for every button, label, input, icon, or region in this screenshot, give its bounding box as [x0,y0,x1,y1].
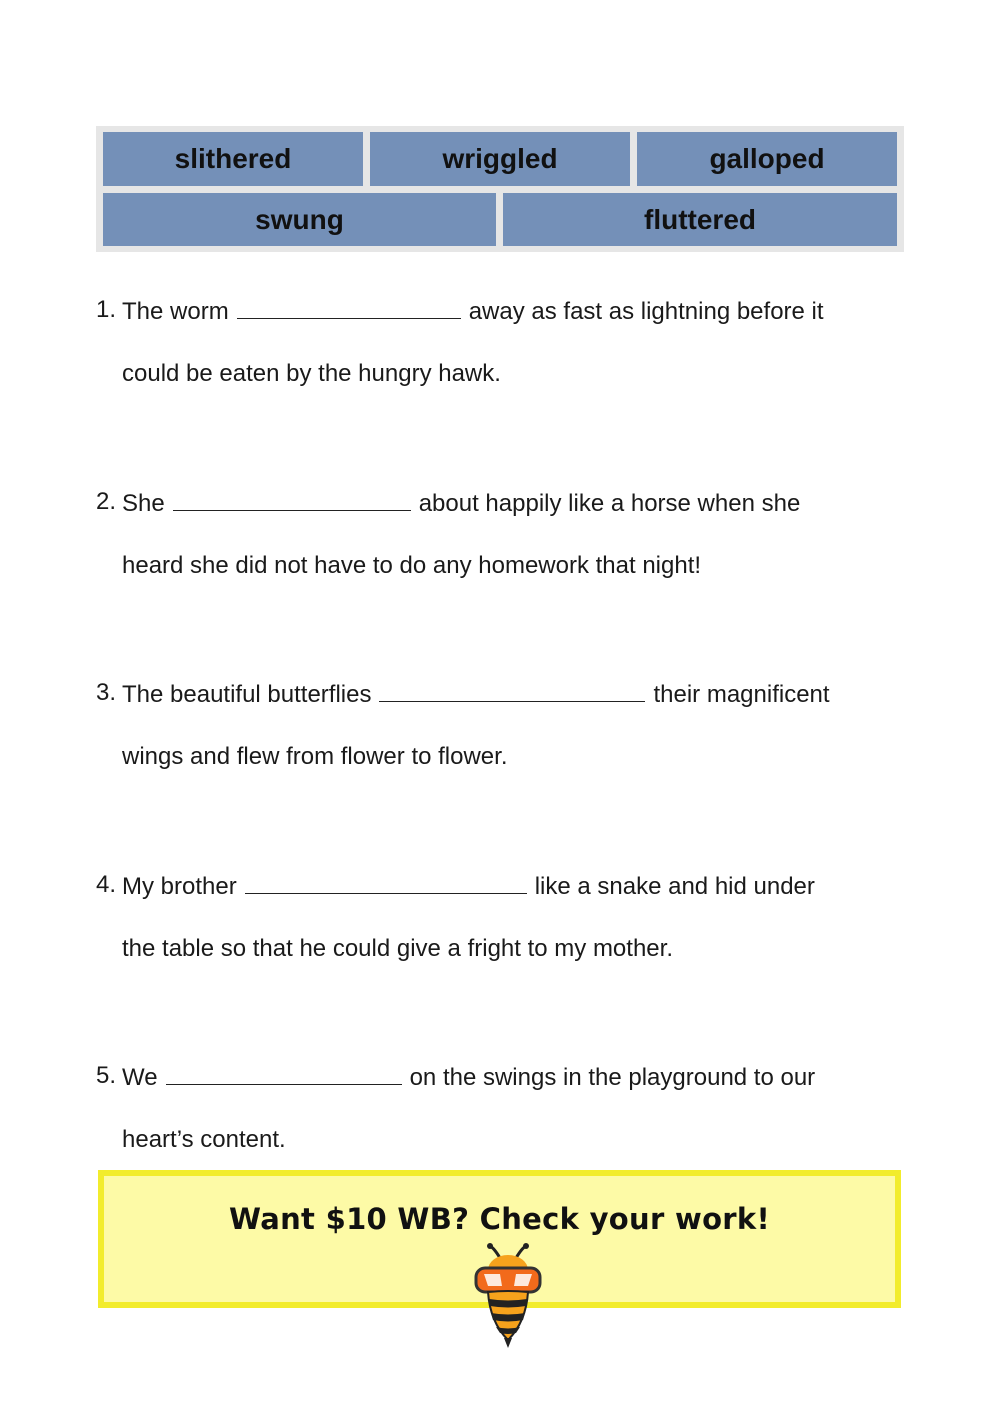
answer-blank-1[interactable] [237,298,461,319]
question-line-2: the table so that he could give a fright to my mother. [122,935,673,962]
question-line-1 [122,873,815,899]
question-number: 5. [96,1062,117,1089]
question-text-before: My brother [122,873,237,900]
question-number: 4. [96,871,117,898]
question-text-after: on the swings in the playground to our [409,1064,816,1091]
reward-text: Want $10 WB? Check your work! [228,1202,771,1236]
answer-blank-3[interactable] [379,681,645,702]
question-number: 3. [96,679,117,706]
answer-blank-2[interactable] [173,490,411,511]
question-number: 2. [96,488,117,515]
question-text-after: about happily like a horse when she [418,490,801,517]
question-line-1 [122,1064,815,1090]
question-line-2: could be eaten by the hungry hawk. [122,360,501,387]
question-text-after: away as fast as lightning before it [468,298,824,325]
word-bank [96,126,904,252]
question-text-before: She [122,490,165,517]
question-text-before: We [122,1064,158,1091]
word-galloped[interactable]: galloped [637,132,897,186]
bee-icon [470,1242,546,1350]
answer-blank-5[interactable] [166,1064,402,1085]
question-line-2: heard she did not have to do any homework that night! [122,552,702,579]
answer-blank-4[interactable] [245,873,527,894]
question-text-after: like a snake and hid under [534,873,815,900]
question-line-1 [122,298,824,324]
word-wriggled[interactable]: wriggled [370,132,630,186]
question-line-2: heart’s content. [122,1126,286,1153]
question-number: 1. [96,296,117,323]
word-slithered[interactable]: slithered [103,132,363,186]
question-line-2: wings and flew from flower to flower. [122,743,508,770]
word-fluttered[interactable]: fluttered [503,193,897,246]
question-text-before: The worm [122,298,229,325]
question-text-before: The beautiful butterflies [122,681,372,708]
word-swung[interactable]: swung [103,193,496,246]
question-line-1 [122,490,800,516]
question-text-after: their magnificent [653,681,830,708]
question-line-1 [122,681,830,707]
